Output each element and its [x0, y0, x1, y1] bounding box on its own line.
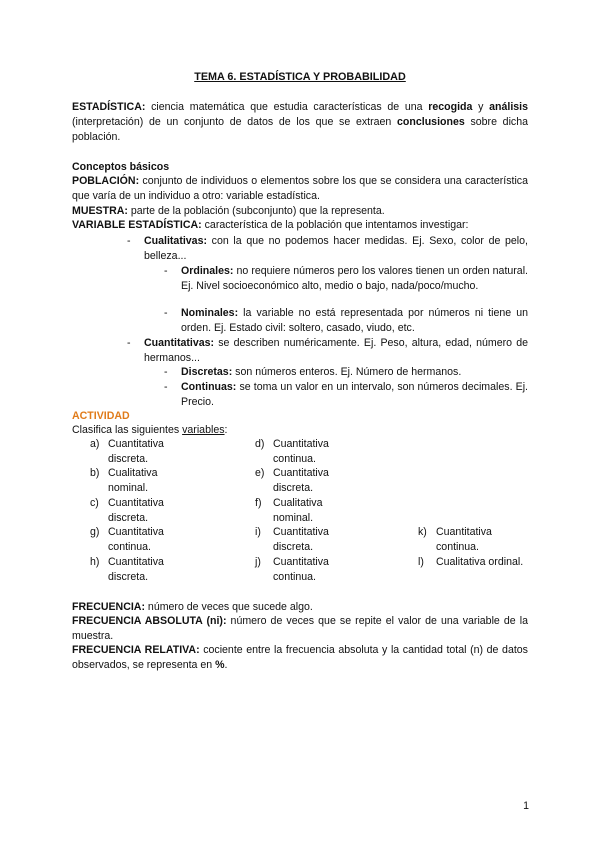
answer-letter: k)	[418, 526, 427, 538]
answer-line-2: continua.	[273, 571, 316, 583]
answer-text	[436, 555, 556, 570]
estadistica-term: ESTADÍSTICA:	[72, 101, 146, 113]
answer-letter: f)	[255, 497, 262, 509]
frecuencia-relativa-definition: FRECUENCIA RELATIVA: cociente entre la frecuencia absoluta y la cantidad total (n) de datos observados, se representa en %.	[72, 644, 528, 671]
muestra-definition: MUESTRA: parte de la población (subconjunto) que la representa.	[72, 205, 385, 217]
answer-line-2: continua.	[108, 541, 151, 553]
discretas-item: Discretas: son números enteros. Ej. Número de hermanos.	[181, 366, 462, 378]
bullet-dash: -	[127, 337, 131, 349]
continuas-item: Continuas: se toma un valor en un intervalo, son números decimales. Ej. Precio.	[181, 381, 528, 408]
frecuencia-absoluta-definition: FRECUENCIA ABSOLUTA (ni): número de veces que se repite el valor de una variable de la muestra.	[72, 615, 529, 642]
cuantitativas-item: Cuantitativas: se describen numéricamente. Ej. Peso, altura, edad, número de hermanos...	[144, 337, 528, 364]
answer-line-2: nominal.	[273, 512, 314, 524]
answer-line-1: Cuantitativa	[108, 526, 164, 538]
conceptos-heading: Conceptos básicos	[72, 161, 170, 173]
page-title: TEMA 6. ESTADÍSTICA Y PROBABILIDAD	[194, 71, 406, 83]
estadistica-definition: ESTADÍSTICA: ciencia matemática que estudia características de una recogida y análisis (interpretación) de un conjunto de datos de los que se extraen conclusiones sobre dicha población.	[72, 101, 529, 143]
answer-letter: l)	[418, 556, 424, 568]
answer-line-2: discreta.	[273, 482, 314, 494]
answer-letter: d)	[255, 438, 265, 450]
answer-text	[108, 555, 228, 585]
answer-line-1: Cuantitativa	[273, 526, 329, 538]
frecuencia-definition: FRECUENCIA: número de veces que sucede algo.	[72, 601, 313, 613]
poblacion-definition: POBLACIÓN: conjunto de individuos o elementos sobre los que se considera una característica que varía de un individuo a otro: variable estadística.	[72, 175, 528, 202]
answer-text	[108, 466, 228, 496]
answer-text	[108, 525, 228, 555]
answer-line-2: nominal.	[108, 482, 149, 494]
answer-line-1: Cuantitativa	[108, 438, 164, 450]
answer-text	[273, 555, 393, 585]
ordinales-item: Ordinales: no requiere números pero los valores tienen un orden natural. Ej. Nivel socioeconómico alto, medio o bajo, nada/poco/mucho.	[181, 265, 528, 292]
answer-text	[273, 496, 393, 526]
actividad-instruction: Clasifica las siguientes variables:	[72, 424, 228, 436]
answer-line-1: Cualitativa ordinal.	[436, 556, 524, 568]
answer-text	[108, 437, 228, 467]
cualitativas-item: Cualitativas: con la que no podemos hacer medidas. Ej. Sexo, color de pelo, belleza...	[144, 235, 528, 262]
answer-line-1: Cuantitativa	[108, 556, 164, 568]
answer-text	[436, 525, 556, 555]
answer-text	[273, 437, 393, 467]
answer-line-2: discreta.	[108, 453, 149, 465]
nominales-item: Nominales: la variable no está representada por números ni tiene un orden. Ej. Estado civil: soltero, casado, viudo, etc.	[181, 307, 528, 334]
answer-line-1: Cuantitativa	[273, 556, 329, 568]
answer-letter: g)	[90, 526, 100, 538]
answer-letter: j)	[255, 556, 261, 568]
answer-line-1: Cualitativa	[108, 467, 158, 479]
answer-letter: a)	[90, 438, 100, 450]
answer-letter: h)	[90, 556, 100, 568]
bullet-dash: -	[164, 265, 168, 277]
answer-line-2: continua.	[436, 541, 479, 553]
answer-line-1: Cualitativa	[273, 497, 323, 509]
answer-line-2: discreta.	[108, 571, 149, 583]
actividad-heading: ACTIVIDAD	[72, 410, 130, 422]
answer-letter: c)	[90, 497, 99, 509]
answer-letter: b)	[90, 467, 100, 479]
bullet-dash: -	[127, 235, 131, 247]
bullet-dash: -	[164, 381, 168, 393]
bullet-dash: -	[164, 307, 168, 319]
variable-definition: VARIABLE ESTADÍSTICA: característica de la población que intentamos investigar:	[72, 219, 469, 231]
answer-text	[273, 466, 393, 496]
answer-letter: e)	[255, 467, 265, 479]
answer-letter: i)	[255, 526, 261, 538]
answer-line-2: discreta.	[108, 512, 149, 524]
answer-line-2: discreta.	[273, 541, 314, 553]
answer-line-1: Cuantitativa	[273, 467, 329, 479]
bullet-dash: -	[164, 366, 168, 378]
answer-line-2: continua.	[273, 453, 316, 465]
page-number: 1	[523, 800, 529, 812]
answer-text	[273, 525, 393, 555]
answer-text	[108, 496, 228, 526]
answer-line-1: Cuantitativa	[108, 497, 164, 509]
answer-line-1: Cuantitativa	[273, 438, 329, 450]
answer-line-1: Cuantitativa	[436, 526, 492, 538]
